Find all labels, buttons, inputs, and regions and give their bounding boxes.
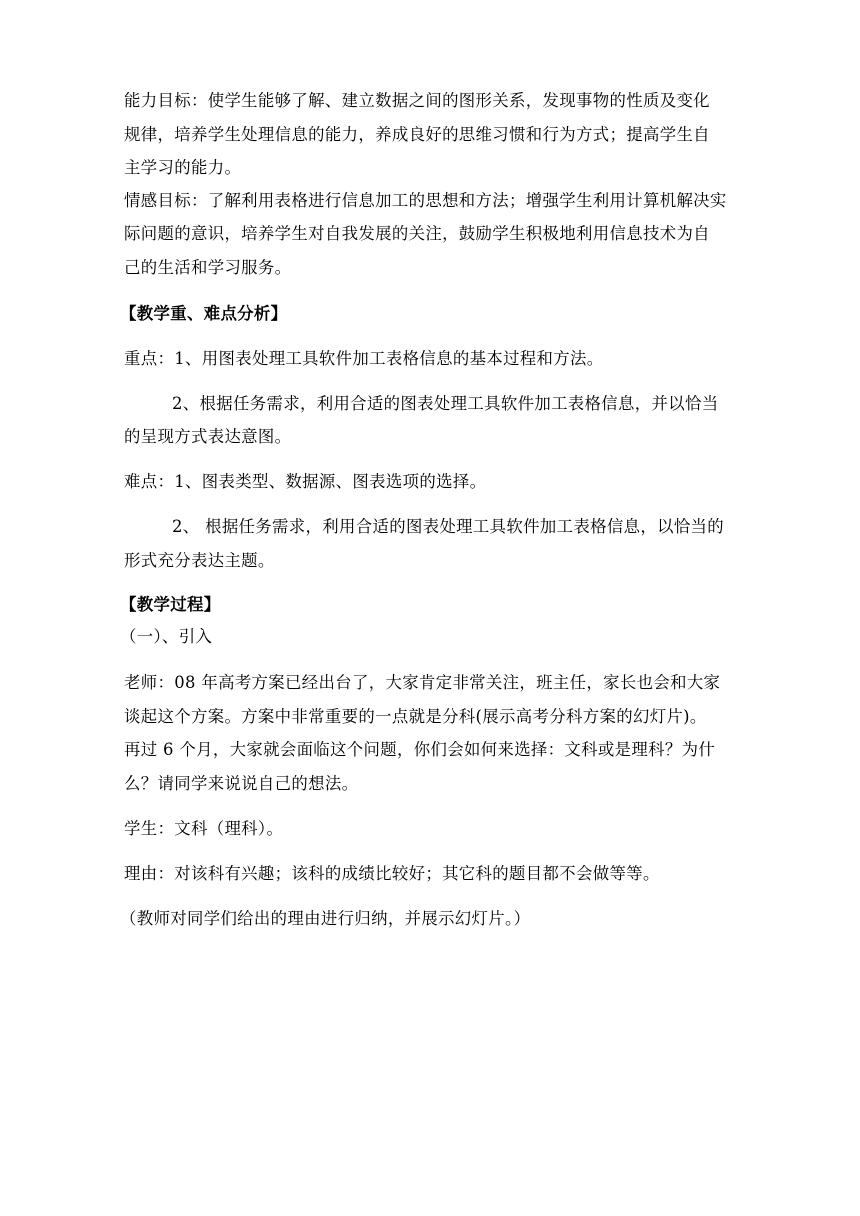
introduction-subheading: （一）、引入 bbox=[120, 627, 213, 646]
emotion-goal-line-1: 情感目标：了解利用表格进行信息加工的思想和方法；增强学生利用计算机解决实 bbox=[124, 191, 727, 210]
reason-line: 理由：对该科有兴趣；该科的成绩比较好；其它科的题目都不会做等等。 bbox=[124, 864, 660, 883]
teacher-summary-note: （教师对同学们给出的理由进行归纳，并展示幻灯片。） bbox=[120, 909, 531, 928]
key-difficult-points-heading: 【教学重、难点分析】 bbox=[120, 304, 288, 323]
teacher-line-4: 么？请同学来说说自己的想法。 bbox=[124, 774, 359, 793]
key-point-1: 重点：1、用图表处理工具软件加工表格信息的基本过程和方法。 bbox=[124, 349, 604, 368]
key-point-2-line-1: 2、根据任务需求，利用合适的图表处理工具软件加工表格信息，并以恰当 bbox=[172, 394, 719, 413]
teacher-line-1: 老师：08 年高考方案已经出台了，大家肯定非常关注，班主任，家长也会和大家 bbox=[124, 673, 721, 692]
ability-goal-line-3: 主学习的能力。 bbox=[124, 158, 242, 177]
difficult-point-2-line-1: 2、 根据任务需求，利用合适的图表处理工具软件加工表格信息，以恰当的 bbox=[172, 517, 725, 536]
teaching-process-heading: 【教学过程】 bbox=[120, 595, 221, 614]
emotion-goal-line-3: 己的生活和学习服务。 bbox=[124, 258, 292, 277]
ability-goal-line-2: 规律，培养学生处理信息的能力，养成良好的思维习惯和行为方式；提高学生自 bbox=[124, 125, 710, 144]
difficult-point-1: 难点：1、图表类型、数据源、图表选项的选择。 bbox=[124, 472, 487, 491]
student-answer: 学生：文科（理科）。 bbox=[124, 819, 284, 838]
emotion-goal-line-2: 际问题的意识，培养学生对自我发展的关注，鼓励学生积极地利用信息技术为自 bbox=[124, 224, 710, 243]
teacher-line-2: 谈起这个方案。方案中非常重要的一点就是分科(展示高考分科方案的幻灯片)。 bbox=[124, 707, 707, 726]
ability-goal-line-1: 能力目标：使学生能够了解、建立数据之间的图形关系，发现事物的性质及变化 bbox=[124, 91, 710, 110]
difficult-point-2-line-2: 形式充分表达主题。 bbox=[124, 551, 275, 570]
teacher-line-3: 再过 6 个月，大家就会面临这个问题，你们会如何来选择：文科或是理科？为什 bbox=[124, 740, 716, 759]
key-point-2-line-2: 的呈现方式表达意图。 bbox=[124, 427, 292, 446]
